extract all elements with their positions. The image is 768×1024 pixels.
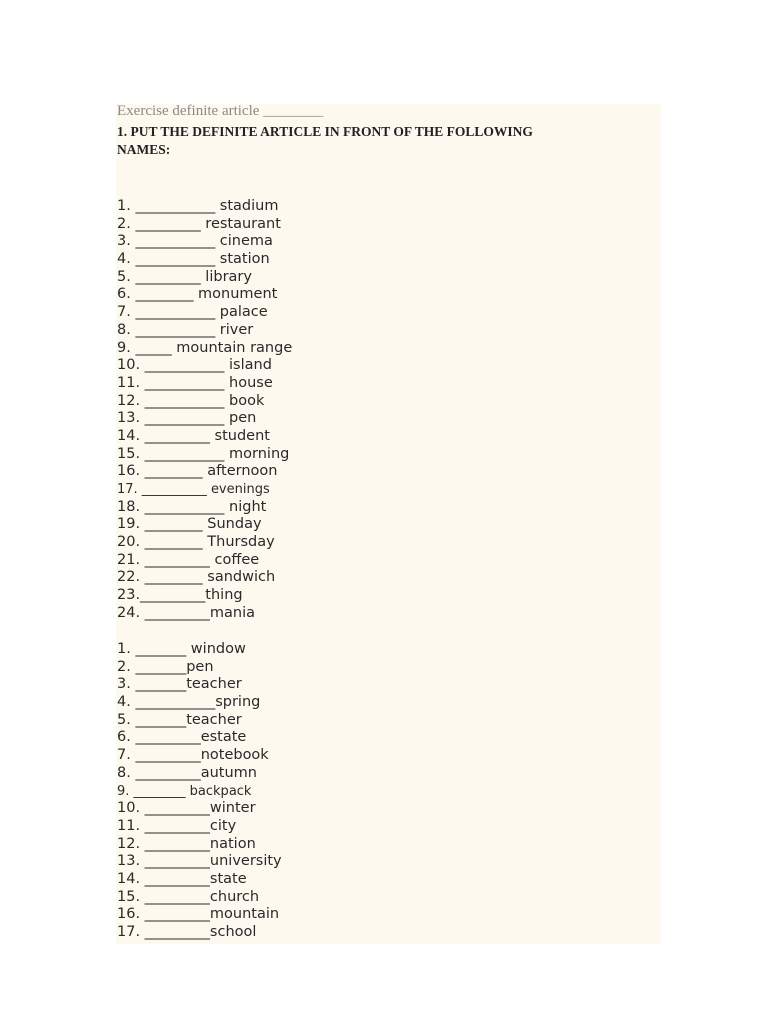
exercise-item: 1. _______ window — [117, 641, 246, 657]
exercise-item: 15. _________church — [117, 888, 260, 905]
exercise-item: 2. _________ restaurant — [117, 215, 281, 232]
exercise-item: 16. _________mountain — [117, 906, 280, 923]
exercise-item: 7. ___________ palace — [117, 304, 268, 321]
exercise-item: 16. ________ afternoon — [117, 463, 278, 480]
exercise-item: 5. _________ library — [117, 268, 252, 285]
exercise-item: 4. ___________spring — [117, 694, 261, 711]
exercise-list-1 — [117, 198, 292, 623]
exercise-item: 23._________thing — [117, 587, 243, 604]
exercise-item: 21. _________ coffee — [117, 551, 260, 568]
exercise-item: 6. _________estate — [117, 729, 247, 746]
exercise-item: 2. _______pen — [117, 658, 214, 675]
exercise-item: 3. ___________ cinema — [117, 233, 273, 250]
exercise-item: 8. _________autumn — [117, 764, 257, 781]
exercise-item: 14. _________state — [117, 870, 247, 887]
exercise-item: 11. _________city — [117, 817, 237, 834]
exercise-item: 12. _________nation — [117, 835, 256, 852]
exercise-item: 10. ___________ island — [117, 357, 272, 374]
exercise-item: 1. ___________ stadium — [117, 198, 279, 214]
exercise-item: 9. ________ backpack — [117, 783, 252, 799]
exercise-item: 18. ___________ night — [117, 498, 267, 515]
exercise-item: 4. ___________ station — [117, 251, 270, 268]
exercise-item: 22. ________ sandwich — [117, 569, 276, 586]
exercise-item: 10. _________winter — [117, 800, 256, 817]
exercise-item: 5. _______teacher — [117, 711, 242, 728]
exercise-item: 24. _________mania — [117, 604, 256, 621]
exercise-item: 6. ________ monument — [117, 286, 278, 303]
exercise-item: 8. ___________ river — [117, 321, 254, 338]
exercise-item: 20. ________ Thursday — [117, 534, 275, 551]
document-title: Exercise definite article ________ — [117, 103, 324, 119]
exercise-item: 14. _________ student — [117, 427, 270, 444]
exercise-list-2 — [117, 641, 282, 942]
exercise-item: 11. ___________ house — [117, 374, 273, 391]
exercise-item: 17. __________ evenings — [117, 482, 270, 497]
exercise-item: 15. ___________ morning — [117, 445, 290, 462]
exercise-item: 7. _________notebook — [117, 747, 269, 764]
exercise-item: 9. _____ mountain range — [117, 339, 293, 356]
exercise-item: 19. ________ Sunday — [117, 516, 262, 533]
exercise-heading: 1. PUT THE DEFINITE ARTICLE IN FRONT OF THE FOLLOWING NAMES: — [117, 124, 533, 157]
exercise-item: 13. _________university — [117, 853, 282, 870]
exercise-item: 13. ___________ pen — [117, 410, 257, 427]
exercise-item: 12. ___________ book — [117, 392, 265, 409]
exercise-item: 17. _________school — [117, 924, 257, 940]
exercise-item: 3. _______teacher — [117, 676, 242, 693]
